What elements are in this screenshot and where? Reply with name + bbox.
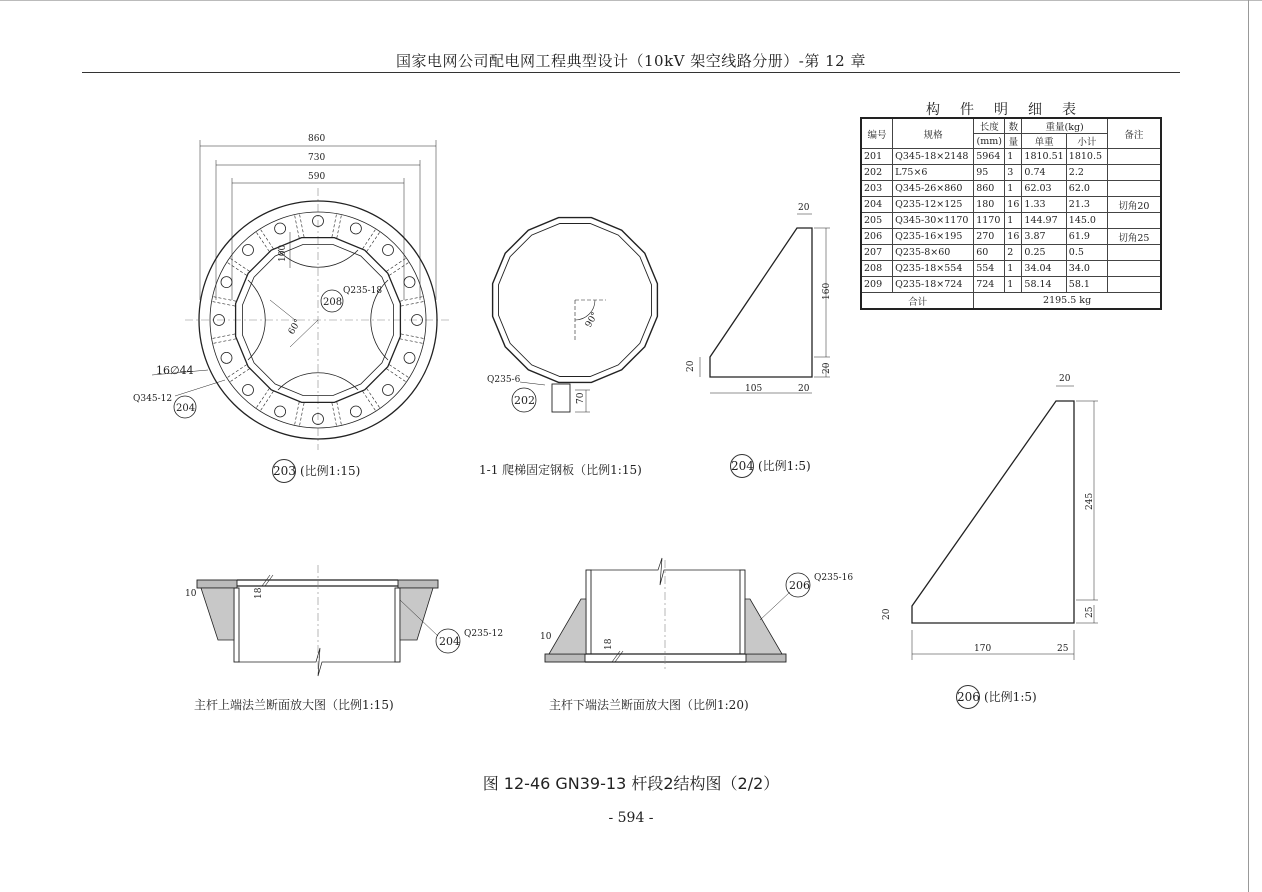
rib-line: [401, 301, 425, 306]
p204-dim-left: 20: [686, 360, 696, 372]
upper-dim-18: 18: [254, 587, 264, 599]
cell-unit: 34.04: [1022, 261, 1066, 277]
cell-spec: Q345-18×2148: [893, 149, 974, 165]
tag-204-a: 204: [176, 403, 196, 414]
cell-unit: 62.03: [1022, 181, 1066, 197]
col-no: 编号: [861, 118, 893, 149]
cell-sub: 1810.5: [1066, 149, 1107, 165]
lower-dim-18: 18: [604, 638, 614, 650]
cell-unit: 1.33: [1022, 197, 1066, 213]
rib-206-view: [882, 374, 1098, 660]
total-value: 2195.5 kg: [974, 293, 1161, 310]
lower-flange-section: [540, 558, 853, 670]
tag-206: 206: [789, 579, 810, 592]
cell-note: 切角20: [1107, 197, 1161, 213]
ladder-plate-view: [487, 218, 657, 412]
rib-line: [389, 365, 409, 378]
cell-note: 切角25: [1107, 229, 1161, 245]
p206-dim-right: 25: [1085, 606, 1095, 618]
cell-sub: 62.0: [1066, 181, 1107, 197]
cell-spec: Q235-12×125: [893, 197, 974, 213]
table-row: [861, 213, 1161, 229]
cell-unit: 0.74: [1022, 165, 1066, 181]
rib-line: [230, 369, 250, 382]
table-row: [861, 197, 1161, 213]
rib-line: [387, 369, 407, 382]
cell-qty: 1: [1005, 149, 1022, 165]
dim-590: 590: [308, 172, 326, 182]
lower-dim-10: 10: [540, 632, 552, 642]
cell-sub: 61.9: [1066, 229, 1107, 245]
cell-length: 270: [974, 229, 1005, 245]
table-row: [861, 277, 1161, 293]
rib-line: [400, 339, 424, 344]
p206-dim-top: 20: [1059, 374, 1071, 384]
col-unit-weight: 单重: [1022, 134, 1066, 149]
table-row: [861, 245, 1161, 261]
caption-206-tag: 206: [956, 685, 980, 709]
cell-note: [1107, 245, 1161, 261]
cell-spec: L75×6: [893, 165, 974, 181]
bolt-hole: [275, 223, 286, 234]
rib-line: [227, 262, 247, 275]
rib-line: [295, 402, 300, 426]
cell-no: 206: [861, 229, 893, 245]
p206-dim-170: 170: [974, 644, 992, 654]
cell-note: [1107, 181, 1161, 197]
caption-203-text: (比例1:15): [300, 464, 361, 478]
cell-spec: Q345-30×1170: [893, 213, 974, 229]
cell-spec: Q345-26×860: [893, 181, 974, 197]
cell-spec: Q235-18×724: [893, 277, 974, 293]
parts-table-title: 构件明细表: [926, 102, 1096, 118]
table-row: [861, 261, 1161, 277]
cell-sub: 58.1: [1066, 277, 1107, 293]
cell-unit: 0.25: [1022, 245, 1066, 261]
cell-spec: Q235-18×554: [893, 261, 974, 277]
col-weight: 重量(kg): [1022, 118, 1107, 134]
cell-length: 5964: [974, 149, 1005, 165]
table-row: [861, 149, 1161, 165]
cell-length: 95: [974, 165, 1005, 181]
table-row: [861, 229, 1161, 245]
rib-line: [363, 391, 376, 411]
p204-dim-105: 105: [745, 384, 763, 394]
p206-dim-left: 20: [882, 608, 892, 620]
cell-spec: Q235-16×195: [893, 229, 974, 245]
label-q345-12: Q345-12: [133, 394, 173, 404]
p204-dim-top: 20: [798, 203, 810, 213]
cell-qty: 1: [1005, 261, 1022, 277]
cell-note: [1107, 261, 1161, 277]
cell-note: [1107, 149, 1161, 165]
rib-line: [332, 214, 337, 238]
cell-no: 202: [861, 165, 893, 181]
angle-90: 90°: [583, 310, 601, 330]
cell-note: [1107, 165, 1161, 181]
col-subtotal: 小计: [1066, 134, 1107, 149]
dim-730: 730: [308, 153, 326, 163]
p204-dim-bottom: 20: [798, 384, 810, 394]
bolt-hole: [243, 385, 254, 396]
rib-line: [389, 262, 409, 275]
col-qty: 数: [1005, 118, 1022, 134]
p204-dim-160: 160: [822, 282, 832, 300]
cell-qty: 1: [1005, 277, 1022, 293]
caption-ladder-plate: 1-1 爬梯固定钢板（比例1:15): [479, 463, 642, 477]
caption-206: [956, 685, 1037, 709]
caption-upper-flange: 主杆上端法兰断面放大图（比例1:15): [194, 698, 394, 712]
rib-line: [256, 232, 269, 252]
rib-line: [337, 402, 342, 426]
parts-table: [860, 117, 1162, 310]
caption-204: [730, 454, 811, 478]
tag-202: 202: [514, 394, 535, 407]
cell-no: 201: [861, 149, 893, 165]
p204-dim-right: 20: [822, 362, 832, 374]
cell-no: 208: [861, 261, 893, 277]
cell-unit: 1810.51: [1022, 149, 1066, 165]
cell-length: 724: [974, 277, 1005, 293]
col-spec: 规格: [893, 118, 974, 149]
rib-line: [299, 214, 304, 238]
bolt-hole: [404, 277, 415, 288]
rib-line: [227, 365, 247, 378]
bolt-hole: [404, 352, 415, 363]
cell-qty: 3: [1005, 165, 1022, 181]
cell-spec: Q235-8×60: [893, 245, 974, 261]
page-number: - 594 -: [608, 810, 654, 826]
rib-line: [367, 232, 380, 252]
cell-note: [1107, 277, 1161, 293]
label-q235-18: Q235-18: [343, 286, 383, 296]
rib-line: [337, 215, 342, 239]
rib-line: [260, 229, 273, 249]
rib-line: [230, 258, 250, 271]
cell-qty: 1: [1005, 181, 1022, 197]
rib-line: [387, 258, 407, 271]
bolt-hole: [383, 245, 394, 256]
rib-line: [295, 215, 300, 239]
col-length: 长度: [974, 118, 1005, 134]
tag-204-b: 204: [439, 635, 460, 648]
cell-sub: 21.3: [1066, 197, 1107, 213]
cell-length: 860: [974, 181, 1005, 197]
rib-line: [212, 334, 236, 339]
cell-sub: 0.5: [1066, 245, 1107, 261]
p206-dim-bottom: 25: [1057, 644, 1069, 654]
col-qty-2: 量: [1005, 134, 1022, 149]
angle-60: 60°: [286, 317, 304, 337]
cell-unit: 58.14: [1022, 277, 1066, 293]
cell-length: 554: [974, 261, 1005, 277]
dim-100: 100: [278, 244, 288, 262]
cell-sub: 145.0: [1066, 213, 1107, 229]
figure-title: 图 12-46 GN39-13 杆段2结构图（2/2）: [482, 774, 780, 793]
cell-note: [1107, 213, 1161, 229]
caption-203-tag: 203: [272, 459, 296, 483]
upper-flange-section: [185, 565, 503, 676]
rib-line: [212, 301, 236, 306]
caption-lower-flange: 主杆下端法兰断面放大图（比例1:20): [549, 698, 749, 712]
col-note: 备注: [1107, 118, 1161, 149]
cell-qty: 1: [1005, 213, 1022, 229]
bolt-hole: [383, 385, 394, 396]
rib-204-view: [686, 203, 832, 394]
rib-line: [363, 229, 376, 249]
caption-206-text: (比例1:5): [984, 690, 1037, 704]
tag-208: 208: [323, 297, 343, 308]
bolt-hole: [221, 277, 232, 288]
bolt-hole: [243, 245, 254, 256]
cell-qty: 16: [1005, 197, 1022, 213]
page-header: 国家电网公司配电网工程典型设计（10kV 架空线路分册）-第 12 章: [396, 52, 866, 70]
cell-sub: 34.0: [1066, 261, 1107, 277]
rib-line: [213, 339, 237, 344]
caption-204-text: (比例1:5): [758, 459, 811, 473]
bolt-hole: [350, 223, 361, 234]
flange-203-view: [133, 134, 452, 450]
table-row: [861, 165, 1161, 181]
caption-204-tag: 204: [730, 454, 754, 478]
rib-line: [332, 403, 337, 427]
cell-unit: 3.87: [1022, 229, 1066, 245]
cell-qty: 16: [1005, 229, 1022, 245]
bolt-hole: [350, 406, 361, 417]
cell-length: 180: [974, 197, 1005, 213]
rib-line: [299, 403, 304, 427]
cell-no: 207: [861, 245, 893, 261]
cell-no: 209: [861, 277, 893, 293]
hole-spec: 16∅44: [156, 364, 194, 377]
upper-dim-10: 10: [185, 589, 197, 599]
caption-203: [272, 459, 360, 483]
cell-length: 1170: [974, 213, 1005, 229]
cell-length: 60: [974, 245, 1005, 261]
cell-qty: 2: [1005, 245, 1022, 261]
cell-sub: 2.2: [1066, 165, 1107, 181]
bolt-hole: [221, 352, 232, 363]
rib-line: [401, 334, 425, 339]
cell-no: 204: [861, 197, 893, 213]
dim-860: 860: [308, 134, 326, 144]
rib-line: [367, 389, 380, 409]
lower-label-q235-16: Q235-16: [814, 573, 854, 583]
dim-70: 70: [576, 392, 586, 404]
cell-no: 205: [861, 213, 893, 229]
p206-dim-245: 245: [1085, 492, 1095, 510]
table-row: [861, 181, 1161, 197]
cell-unit: 144.97: [1022, 213, 1066, 229]
bolt-hole: [275, 406, 286, 417]
total-label: 合计: [861, 293, 974, 310]
rib-line: [256, 389, 269, 409]
upper-label-q235-12: Q235-12: [464, 629, 504, 639]
col-length-unit: (mm): [974, 134, 1005, 149]
label-q235-6: Q235-6: [487, 375, 521, 385]
rib-line: [260, 391, 273, 411]
cell-no: 203: [861, 181, 893, 197]
